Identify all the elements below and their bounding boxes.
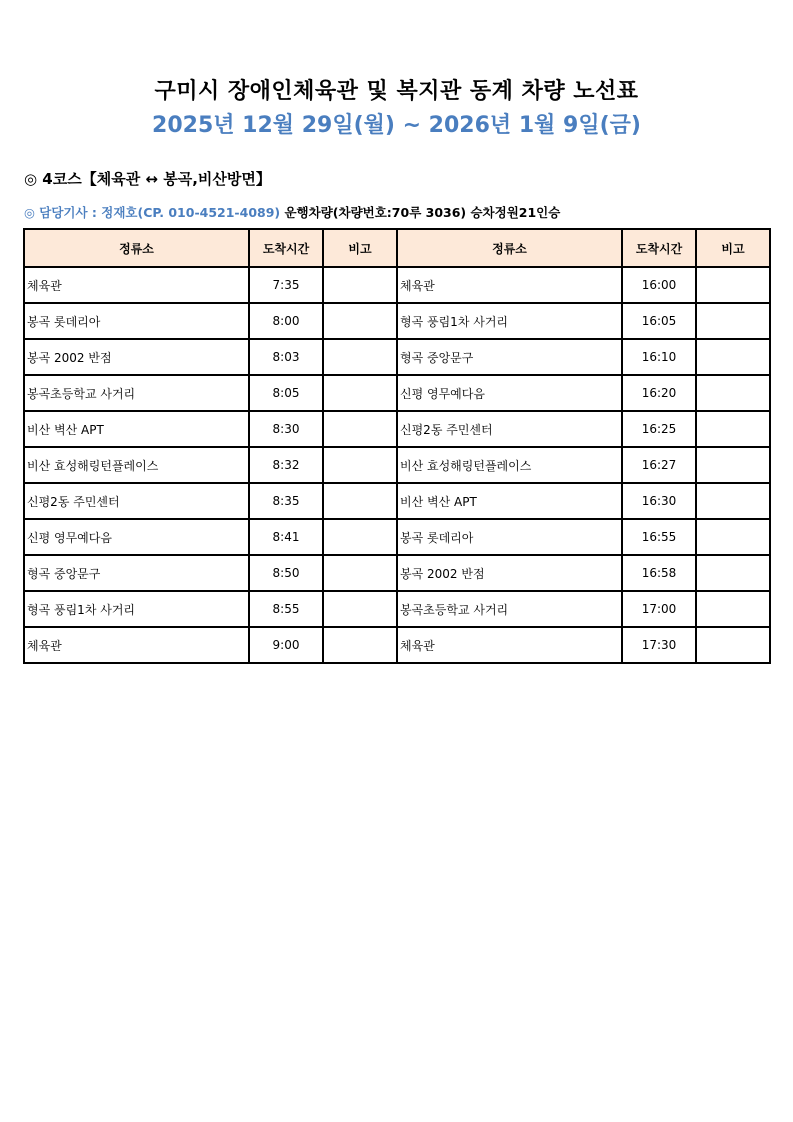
time-am-cell: 8:03 [249,339,323,375]
note-am-cell [323,303,397,339]
stop-pm-cell: 신평 영무예다음 [397,375,622,411]
time-pm-cell: 16:20 [622,375,696,411]
stop-am-cell: 봉곡초등학교 사거리 [24,375,249,411]
stop-am-cell: 형곡 풍림1차 사거리 [24,591,249,627]
time-am-cell: 8:50 [249,555,323,591]
table-row [24,267,770,303]
table-row [24,411,770,447]
stop-pm-cell: 체육관 [397,627,622,663]
stop-pm-cell: 봉곡 2002 반점 [397,555,622,591]
note-am-cell [323,339,397,375]
time-am-cell: 8:30 [249,411,323,447]
header-time-pm: 도착시간 [622,229,696,267]
stop-am-cell: 봉곡 2002 반점 [24,339,249,375]
note-am-cell [323,555,397,591]
time-am-cell: 7:35 [249,267,323,303]
stop-am-cell: 신평 영무예다음 [24,519,249,555]
stop-pm-cell: 신평2동 주민센터 [397,411,622,447]
note-am-cell [323,591,397,627]
table-row [24,555,770,591]
table-row [24,519,770,555]
note-am-cell [323,447,397,483]
time-am-cell: 9:00 [249,627,323,663]
route-table-body [24,267,770,663]
time-am-cell: 8:32 [249,447,323,483]
note-am-cell [323,519,397,555]
stop-pm-cell: 형곡 풍림1차 사거리 [397,303,622,339]
table-row [24,375,770,411]
header-time-am: 도착시간 [249,229,323,267]
note-pm-cell [696,339,770,375]
page-title: 구미시 장애인체육관 및 복지관 동계 차량 노선표 [154,79,639,104]
note-pm-cell [696,627,770,663]
table-row [24,303,770,339]
stop-am-cell: 비산 효성해링턴플레이스 [24,447,249,483]
table-row [24,339,770,375]
time-pm-cell: 16:10 [622,339,696,375]
table-row [24,627,770,663]
driver-label: ◎ 담당기사 : [24,205,97,220]
time-pm-cell: 16:58 [622,555,696,591]
route-table [23,228,771,664]
table-row [24,483,770,519]
stop-am-cell: 봉곡 롯데리아 [24,303,249,339]
note-pm-cell [696,447,770,483]
time-pm-cell: 16:30 [622,483,696,519]
note-am-cell [323,267,397,303]
header-note-pm: 비고 [696,229,770,267]
note-pm-cell [696,483,770,519]
time-pm-cell: 16:25 [622,411,696,447]
table-header-row [24,229,770,267]
stop-pm-cell: 체육관 [397,267,622,303]
stop-pm-cell: 비산 벽산 APT [397,483,622,519]
stop-pm-cell: 봉곡 롯데리아 [397,519,622,555]
header-stop-am: 정류소 [24,229,249,267]
note-am-cell [323,627,397,663]
header-note-am: 비고 [323,229,397,267]
time-pm-cell: 16:55 [622,519,696,555]
time-pm-cell: 17:30 [622,627,696,663]
driver-name: 정재호(CP. 010-4521-4089) [101,205,281,220]
time-am-cell: 8:00 [249,303,323,339]
table-row [24,447,770,483]
driver-info [24,203,560,221]
note-am-cell [323,375,397,411]
stop-am-cell: 형곡 중앙문구 [24,555,249,591]
note-pm-cell [696,555,770,591]
stop-am-cell: 체육관 [24,267,249,303]
stop-pm-cell: 비산 효성해링턴플레이스 [397,447,622,483]
stop-am-cell: 신평2동 주민센터 [24,483,249,519]
note-pm-cell [696,591,770,627]
note-pm-cell [696,411,770,447]
time-pm-cell: 17:00 [622,591,696,627]
note-pm-cell [696,267,770,303]
stop-pm-cell: 형곡 중앙문구 [397,339,622,375]
course-heading: ◎ 4코스【체육관 ↔ 봉곡,비산방면】 [24,170,271,188]
note-pm-cell [696,303,770,339]
note-pm-cell [696,519,770,555]
time-am-cell: 8:41 [249,519,323,555]
note-pm-cell [696,375,770,411]
note-am-cell [323,411,397,447]
table-row [24,591,770,627]
header-stop-pm: 정류소 [397,229,622,267]
time-pm-cell: 16:27 [622,447,696,483]
stop-am-cell: 체육관 [24,627,249,663]
time-pm-cell: 16:05 [622,303,696,339]
note-am-cell [323,483,397,519]
time-am-cell: 8:55 [249,591,323,627]
date-range-subtitle: 2025년 12월 29일(월) ~ 2026년 1월 9일(금) [152,113,641,138]
vehicle-info: 운행차량(차량번호:70루 3036) 승차정원21인승 [284,205,561,220]
time-pm-cell: 16:00 [622,267,696,303]
stop-pm-cell: 봉곡초등학교 사거리 [397,591,622,627]
time-am-cell: 8:35 [249,483,323,519]
time-am-cell: 8:05 [249,375,323,411]
stop-am-cell: 비산 벽산 APT [24,411,249,447]
